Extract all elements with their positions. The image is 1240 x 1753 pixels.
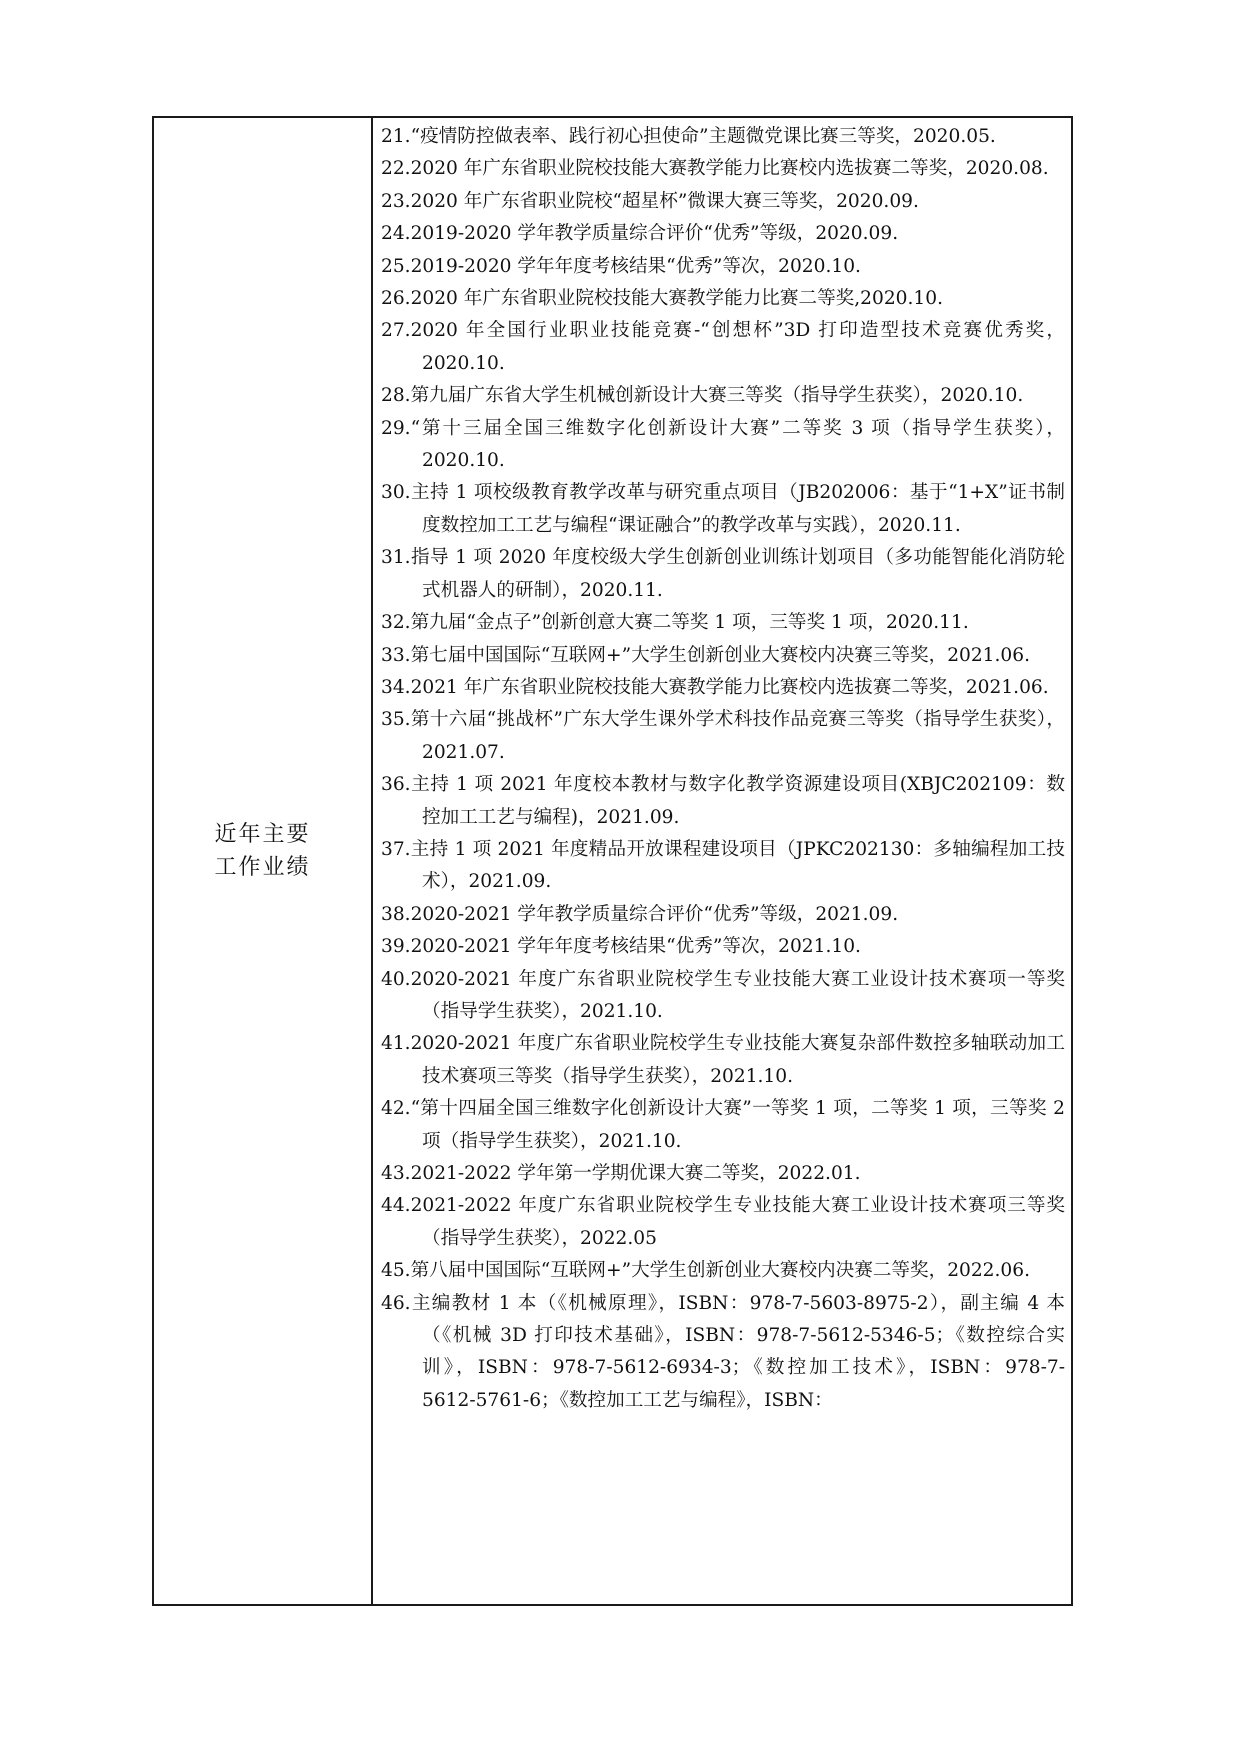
achievement-item-46: 46.主编教材 1 本（《机械原理》，ISBN：978-7-5603-8975-2），副主编 4 本（《机械 3D 打印技术基础》，ISBN：978-7-5612-5346-5；《数控综合实训》，ISBN：978-7-5612-6934-3；《数控加工技术》，ISBN：978-7-5612-5761-6；《数控加工工艺与编程》，ISBN： bbox=[381, 1292, 1065, 1411]
achievement-item-37: 37.主持 1 项 2021 年度精品开放课程建设项目（JPKC202130：多轴编程加工技术），2021.09. bbox=[381, 838, 1065, 893]
achievement-item-28: 28.第九届广东省大学生机械创新设计大赛三等奖（指导学生获奖），2020.10. bbox=[381, 385, 1024, 407]
achievement-item-23: 23.2020 年广东省职业院校“超星杯”微课大赛三等奖，2020.09. bbox=[381, 190, 919, 212]
achievement-item-36: 36.主持 1 项 2021 年度校本教材与数字化教学资源建设项目(XBJC202109：数控加工工艺与编程)，2021.09. bbox=[381, 774, 1065, 828]
section-label-line-1: 近年主要 bbox=[214, 822, 311, 847]
achievements-list bbox=[373, 118, 1071, 1604]
achievement-item-35: 35.第十六届“挑战杯”广东大学生课外学术科技作品竞赛三等奖（指导学生获奖），2021.07. bbox=[381, 709, 1065, 763]
achievement-item-38: 38.2020-2021 学年教学质量综合评价“优秀”等级，2021.09. bbox=[381, 903, 899, 925]
achievement-item-41: 41.2020-2021 年度广东省职业院校学生专业技能大赛复杂部件数控多轴联动加工技术赛项三等奖（指导学生获奖），2021.10. bbox=[381, 1033, 1065, 1087]
achievement-item-44: 44.2021-2022 年度广东省职业院校学生专业技能大赛工业设计技术赛项三等奖（指导学生获奖），2022.05 bbox=[381, 1195, 1065, 1249]
achievement-item-25: 25.2019-2020 学年年度考核结果“优秀”等次，2020.10. bbox=[381, 255, 861, 277]
achievement-item-45: 45.第八届中国国际“互联网+”大学生创新创业大赛校内决赛二等奖，2022.06. bbox=[381, 1260, 1030, 1282]
achievement-item-24: 24.2019-2020 学年教学质量综合评价“优秀”等级，2020.09. bbox=[381, 223, 899, 245]
achievement-item-43: 43.2021-2022 学年第一学期优课大赛二等奖，2022.01. bbox=[381, 1163, 861, 1184]
achievement-item-42: 42.“第十四届全国三维数字化创新设计大赛”一等奖 1 项，二等奖 1 项，三等奖 2 项（指导学生获奖），2021.10. bbox=[381, 1098, 1065, 1152]
achievement-item-31: 31.指导 1 项 2020 年度校级大学生创新创业训练计划项目（多功能智能化消防轮式机器人的研制），2020.11. bbox=[381, 547, 1065, 601]
section-label-line-2: 工作业绩 bbox=[214, 855, 311, 880]
achievement-item-22: 22.2020 年广东省职业院校技能大赛教学能力比赛校内选拔赛二等奖，2020.08. bbox=[381, 158, 1049, 180]
achievement-item-30: 30.主持 1 项校级教育教学改革与研究重点项目（JB202006：基于“1+X”证书制度数控加工工艺与编程“课证融合”的教学改革与实践），2020.11. bbox=[381, 482, 1065, 536]
achievement-item-21: 21.“疫情防控做表率、践行初心担使命”主题微党课比赛三等奖，2020.05. bbox=[381, 126, 996, 147]
achievement-item-33: 33.第七届中国国际“互联网+”大学生创新创业大赛校内决赛三等奖，2021.06. bbox=[381, 644, 1030, 666]
achievement-item-26: 26.2020 年广东省职业院校技能大赛教学能力比赛二等奖,2020.10. bbox=[381, 288, 943, 310]
achievement-item-27: 27.2020 年全国行业职业技能竞赛-“创想杯”3D 打印造型技术竞赛优秀奖，2020.10. bbox=[381, 320, 1065, 374]
achievement-item-29: 29.“第十三届全国三维数字化创新设计大赛”二等奖 3 项（指导学生获奖），2020.10. bbox=[381, 417, 1065, 472]
achievements-table bbox=[152, 116, 1073, 1606]
achievement-item-39: 39.2020-2021 学年年度考核结果“优秀”等次，2021.10. bbox=[381, 936, 861, 958]
achievement-item-34: 34.2021 年广东省职业院校技能大赛教学能力比赛校内选拔赛二等奖，2021.06. bbox=[381, 676, 1049, 698]
section-label-cell bbox=[154, 118, 373, 1604]
achievement-item-40: 40.2020-2021 年度广东省职业院校学生专业技能大赛工业设计技术赛项一等奖（指导学生获奖），2021.10. bbox=[381, 968, 1065, 1022]
achievement-item-32: 32.第九届“金点子”创新创意大赛二等奖 1 项，三等奖 1 项，2020.11. bbox=[381, 612, 969, 634]
